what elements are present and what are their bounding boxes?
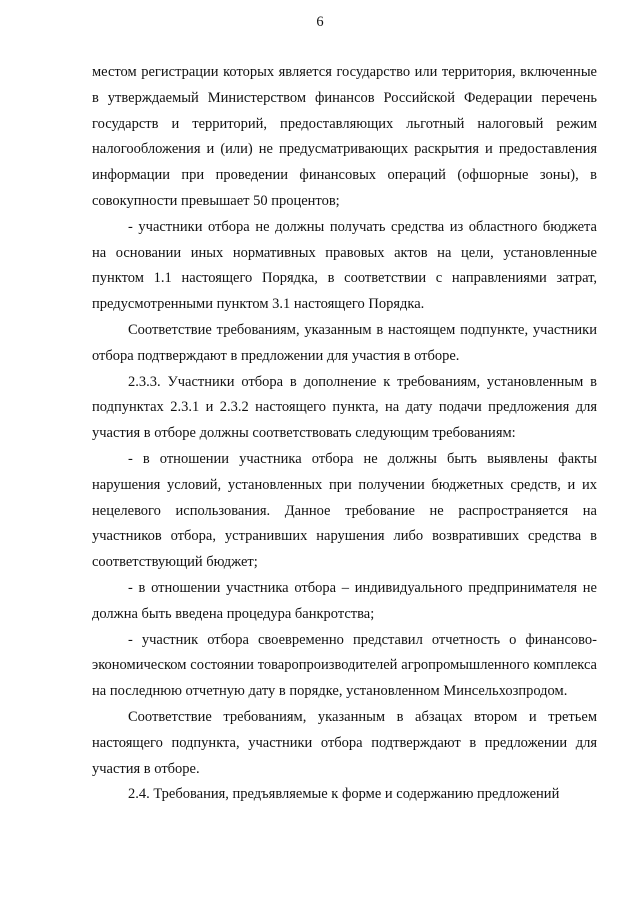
page-number: 6 xyxy=(316,14,324,30)
paragraph-item-bankruptcy: - в отношении участника отбора – индивидуального предпринимателя не должна быть введена процедура банкротства; xyxy=(92,579,597,622)
paragraph-compliance-confirmation: Соответствие требованиям, указанным в настоящем подпункте, участники отбора подтверждают в предложении для участия в отборе. xyxy=(92,321,597,364)
paragraph-item-budget-funds: - участники отбора не должны получать средства из областного бюджета на основании иных нормативных правовых актов на цели, установленные пунктом 1.1 настоящего Порядка, в соответствии с направлениями затрат, предусмотренными пунктом 3.1 настоящего Порядка. xyxy=(92,218,597,313)
paragraph-continuation: местом регистрации которых является государство или территория, включенные в утверждаемый Министерством финансов Российской Федерации перечень государств и территорий, предоставляющих льготный налоговый режим налогообложения и (или) не предусматривающих раскрытия и предоставления информации при проведении финансовых операций (офшорные зоны), в совокупности превышает 50 процентов; xyxy=(92,64,597,209)
paragraph-2-3-3: 2.3.3. Участники отбора в дополнение к требованиям, установленным в подпунктах 2.3.1 и 2.3.2 настоящего пункта, на дату подачи предложения для участия в отборе должны соответствовать следующим требованиям: xyxy=(92,373,597,442)
document-body xyxy=(92,60,597,808)
paragraph-item-violations: - в отношении участника отбора не должны быть выявлены факты нарушения условий, установленных при получении бюджетных средств, и их нецелевого использования. Данное требование не распространяется на участников отбора, устранивших нарушения либо возвративших средства в соответствующий бюджет; xyxy=(92,450,597,571)
paragraph-compliance-confirmation-2: Соответствие требованиям, указанным в абзацах втором и третьем настоящего подпункта, участники отбора подтверждают в предложении для участия в отборе. xyxy=(92,708,597,777)
paragraph-2-4: 2.4. Требования, предъявляемые к форме и содержанию предложений xyxy=(128,786,560,803)
paragraph-item-reporting: - участник отбора своевременно представил отчетность о финансово-экономическом состоянии товаропроизводителей агропромышленного комплекса на последнюю отчетную дату в порядке, установленном Минсельхозпродом. xyxy=(92,631,597,700)
